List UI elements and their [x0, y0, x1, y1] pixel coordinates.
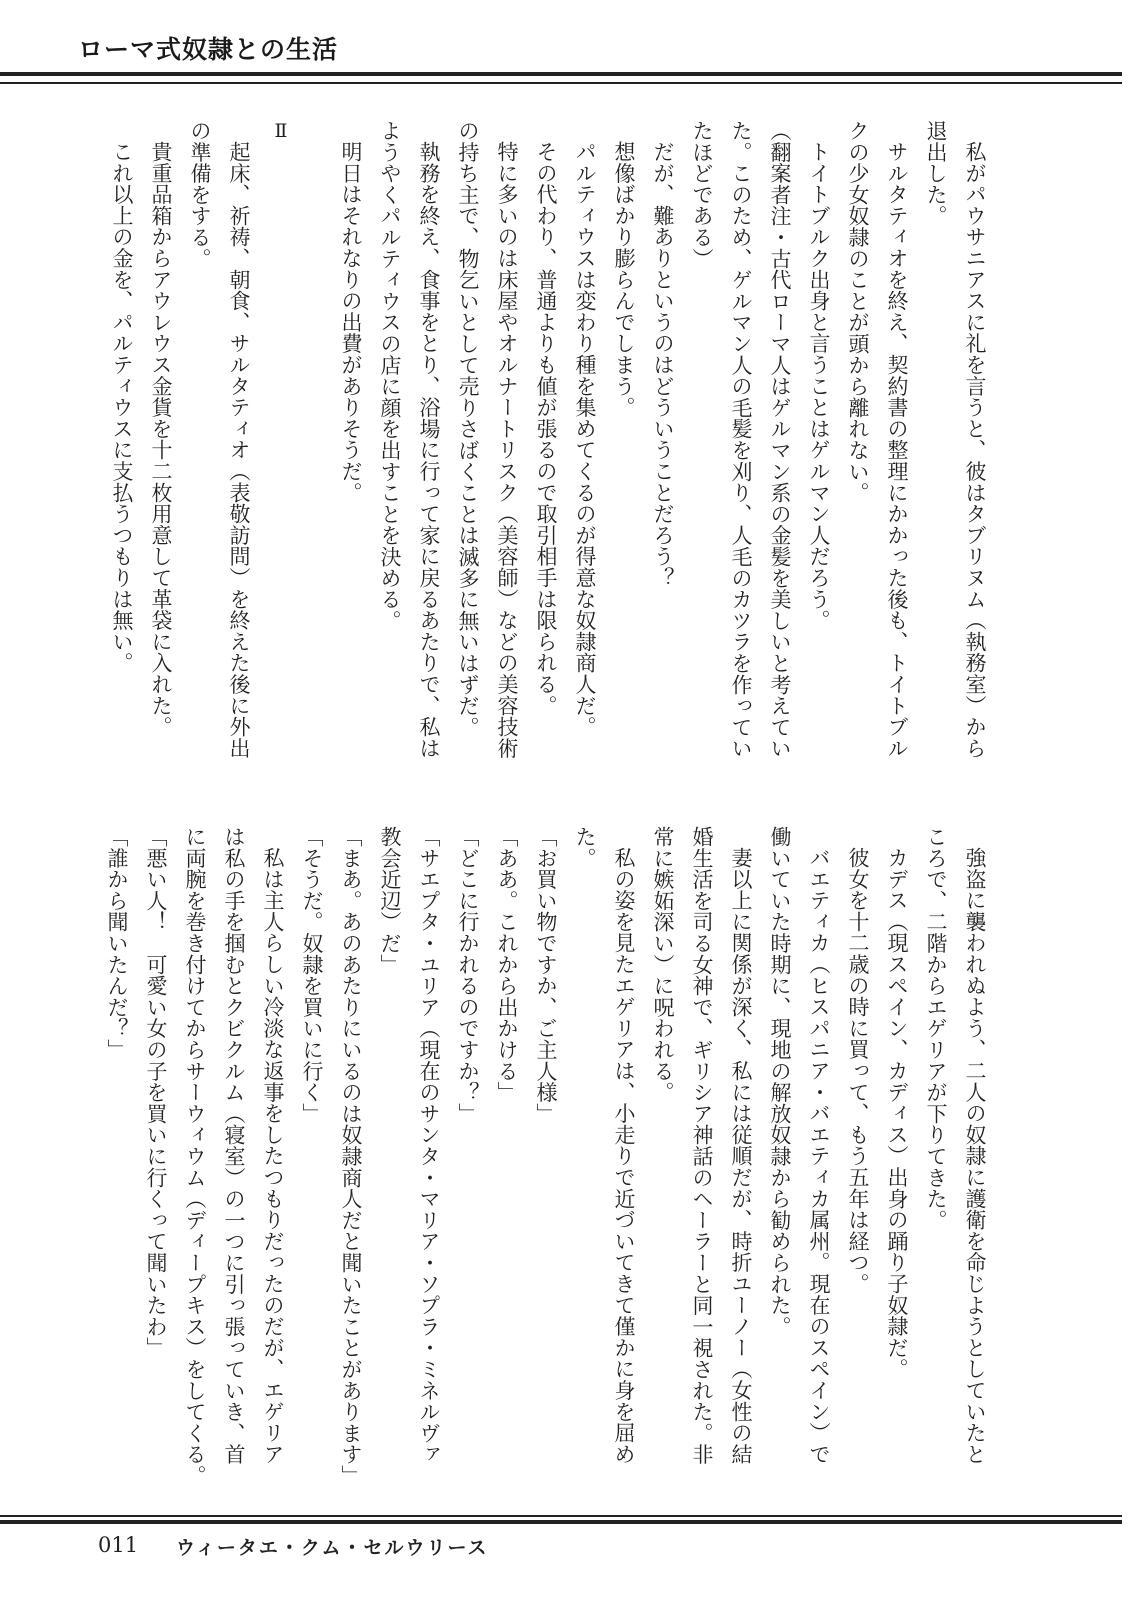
text-line: 起床、祈祷、朝食、サルタティオ（表敬訪問）を終えた後に外出	[227, 141, 251, 759]
footer-rule-thin	[0, 1515, 1122, 1517]
page-number: 011	[98, 1533, 139, 1557]
text-line: バエティカ（ヒスパニア・バエティカ属州。現在のスペイン）で	[807, 847, 831, 1465]
text-line: 強盗に襲われぬよう、二人の奴隷に護衛を命じようとしていたと	[963, 847, 987, 1465]
text-line: 「お買い物ですか、ご主人様」	[534, 826, 558, 1125]
text-line: 婚生活を司る女神で、ギリシア神話のヘーラーと同一視された。非	[690, 826, 714, 1465]
text-line: 「そうだ。奴隷を買いに行く」	[300, 826, 324, 1125]
text-line: の準備をする。	[188, 120, 212, 270]
body-text-lower-tier	[97, 826, 994, 1487]
text-line: た。	[573, 826, 597, 869]
text-line: 「誰から聞いたんだ？」	[105, 826, 129, 1061]
text-line: たほどである）	[690, 120, 714, 270]
text-line: 「悪い人！ 可愛い女の子を買いに行くって聞いたわ」	[144, 826, 168, 1359]
text-line: パルティウスは変わり種を集めてくるのが得意な奴隷商人だ。	[573, 141, 597, 738]
text-line: だが、難ありというのはどういうことだろう？	[651, 141, 675, 589]
body-text-upper-tier	[102, 120, 994, 770]
text-line: 特に多いのは床屋やオルナートリスク（美容師）などの美容技術	[495, 141, 519, 759]
text-line: 退出した。	[924, 120, 948, 227]
text-line: 想像ばかり膨らんでしまう。	[612, 141, 636, 418]
text-line: た。このため、ゲルマン人の毛髪を刈り、人毛のカツラを作ってい	[729, 120, 753, 759]
header-rule-thin	[0, 82, 1122, 84]
text-line: 教会近辺）だ」	[378, 826, 402, 976]
text-line: の持ち主で、物乞いとして売りさばくことは滅多に無いはずだ。	[456, 120, 480, 738]
text-line: 私の姿を見たエゲリアは、小走りで近づいてきて僅かに身を屈め	[612, 847, 636, 1465]
text-line: 執務を終え、食事をとり、浴場に行って家に戻るあたりで、私は	[417, 141, 441, 759]
text-line: サルタティオを終え、契約書の整理にかかった後も、トイトブル	[885, 141, 909, 759]
series-title: ウィータエ・クム・セルウリース	[176, 1537, 489, 1559]
text-line: 「どこに行かれるのですか？」	[456, 826, 480, 1125]
text-line: 妻以上に関係が深く、私には従順だが、時折ユーノー（女性の結	[729, 847, 753, 1465]
text-line: その代わり、普通よりも値が張るので取引相手は限られる。	[534, 141, 558, 717]
text-line: ころで、二階からエゲリアが下りてきた。	[924, 826, 948, 1231]
text-line: トイトブルク出身と言うことはゲルマン人だろう。	[807, 141, 831, 631]
text-line: 貴重品箱からアウレウス金貨を十二枚用意して革袋に入れた。	[149, 141, 173, 738]
footer-rule-thick	[0, 1520, 1122, 1524]
text-line: 私がパウサニアスに礼を言うと、彼はタブリヌム（執務室）から	[963, 141, 987, 759]
section-heading: Ⅱ	[270, 120, 292, 143]
text-line: 私は主人らしい冷淡な返事をしたつもりだったのだが、エゲリア	[261, 847, 285, 1465]
text-line: は私の手を掴むとクビクルム（寝室）の一つに引っ張っていき、首	[222, 826, 246, 1465]
text-line: に両腕を巻き付けてからサーウィウム（ディープキス）をしてくる。	[183, 826, 207, 1487]
text-line: これ以上の金を、パルティウスに支払うつもりは無い。	[110, 141, 134, 674]
text-line: クの少女奴隷のことが頭から離れない。	[846, 120, 870, 504]
text-line: ようやくパルティウスの店に顔を出すことを決める。	[378, 120, 402, 632]
text-line: 働いていた時期に、現地の解放奴隷から勧められた。	[768, 826, 792, 1338]
text-line: 明日はそれなりの出費がありそうだ。	[339, 141, 363, 504]
text-line: 「ああ。これから出かける」	[495, 826, 519, 1103]
text-line: 「サエプタ・ユリア（現在のサンタ・マリア・ソプラ・ミネルヴァ	[417, 826, 441, 1465]
text-line: （翻案者注・古代ローマ人はゲルマン系の金髪を美しいと考えてい	[768, 120, 792, 759]
text-line: 常に嫉妬深い）に呪われる。	[651, 826, 675, 1103]
text-line: カデス（現スペイン、カディス）出身の踊り子奴隷だ。	[885, 847, 909, 1380]
text-line: 彼女を十二歳の時に買って、もう五年は経つ。	[846, 847, 870, 1295]
text-line: 「まあ。あのあたりにいるのは奴隷商人だと聞いたことがあります」	[339, 826, 363, 1487]
header-rule-thick	[0, 72, 1122, 76]
running-title: ローマ式奴隷との生活	[78, 35, 339, 64]
